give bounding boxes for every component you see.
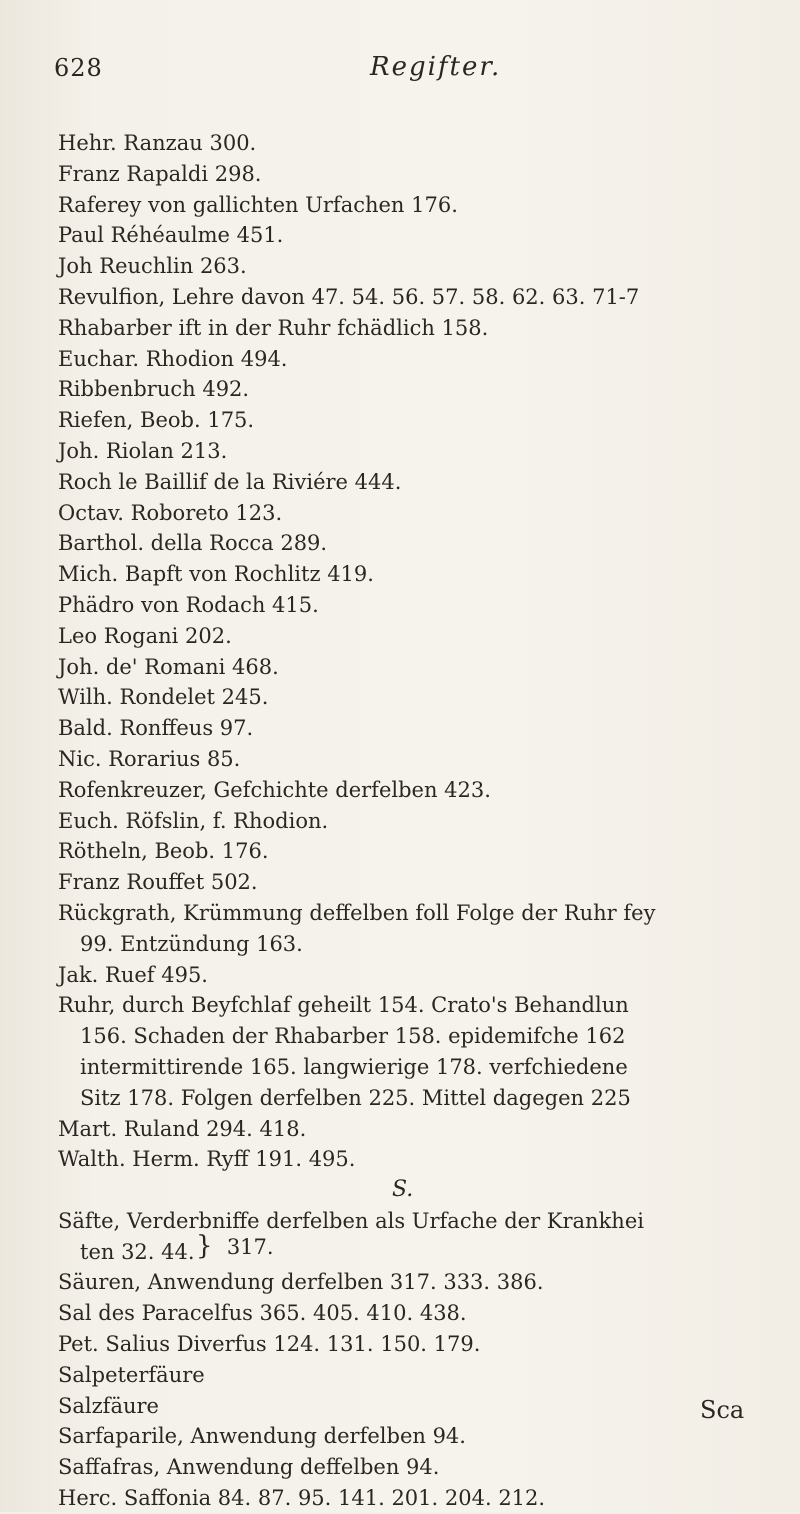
- register-entry: Paul Réhéaulme 451.: [58, 223, 284, 248]
- register-entry: Säfte, Verderbniffe derfelben als Urfache der Krankhei: [58, 1208, 644, 1233]
- brace-reference: 317.: [226, 1235, 274, 1259]
- register-entry: Riefen, Beob. 175.: [58, 408, 255, 433]
- register-entry: Rückgrath, Krümmung deffelben foll Folge der Ruhr fey: [58, 900, 656, 925]
- register-entry-continuation: ten 32. 44.: [80, 1239, 195, 1264]
- register-entry: Nic. Rorarius 85.: [58, 746, 241, 771]
- section-letter: S.: [392, 1177, 414, 1203]
- register-entry: Mich. Bapft von Rochlitz 419.: [58, 562, 374, 587]
- register-entry-continuation: intermittirende 165. langwierige 178. verfchiedene: [80, 1054, 628, 1079]
- register-entry: Ribbenbruch 492.: [58, 377, 250, 402]
- register-entry: Barthol. della Rocca 289.: [58, 531, 328, 556]
- register-entry: Joh. de' Romani 468.: [58, 654, 279, 679]
- register-entries: [58, 128, 798, 1514]
- register-entry: Raferey von gallichten Urfachen 176.: [58, 192, 458, 217]
- register-entry: Franz Rapaldi 298.: [58, 161, 262, 186]
- register-entry: Rötheln, Beob. 176.: [58, 839, 269, 864]
- register-entry: Euchar. Rhodion 494.: [58, 346, 288, 371]
- register-entry: Rofenkreuzer, Gefchichte derfelben 423.: [58, 777, 491, 802]
- register-entry: Saffafras, Anwendung deffelben 94.: [58, 1455, 440, 1480]
- register-entry: Octav. Roboreto 123.: [58, 500, 283, 525]
- register-entry: Franz Rouffet 502.: [58, 870, 258, 895]
- register-entry: Pet. Salius Diverfus 124. 131. 150. 179.: [58, 1332, 481, 1357]
- register-entry: Sarfaparile, Anwendung derfelben 94.: [58, 1424, 466, 1449]
- register-entry: Herc. Saffonia 84. 87. 95. 141. 201. 204. 212.: [58, 1486, 546, 1511]
- register-entry-continuation: Sitz 178. Folgen derfelben 225. Mittel dagegen 225: [80, 1085, 631, 1110]
- register-entry: Hehr. Ranzau 300.: [58, 131, 257, 155]
- register-entry: Phädro von Rodach 415.: [58, 592, 319, 617]
- register-entry: Rhabarber ift in der Ruhr fchädlich 158.: [58, 315, 489, 340]
- register-entry: Walth. Herm. Ryff 191. 495.: [58, 1147, 356, 1172]
- register-entry-continuation: 99. Entzündung 163.: [80, 931, 303, 956]
- page-header: [54, 52, 800, 92]
- running-title: Regifter.: [370, 52, 502, 82]
- register-entry: Jak. Ruef 495.: [58, 962, 208, 987]
- register-entry: Säuren, Anwendung derfelben 317. 333. 386.: [58, 1270, 544, 1295]
- register-entry-continuation: 156. Schaden der Rhabarber 158. epidemifche 162: [80, 1024, 626, 1049]
- page-number: 628: [54, 54, 103, 82]
- register-entry: Joh. Riolan 213.: [58, 438, 228, 463]
- register-entry: Leo Rogani 202.: [58, 623, 232, 648]
- register-entry: Ruhr, durch Beyfchlaf geheilt 154. Crato's Behandlun: [58, 993, 629, 1018]
- register-entry: Roch le Baillif de la Riviére 444.: [58, 469, 402, 494]
- register-entry: Wilh. Rondelet 245.: [58, 685, 269, 710]
- register-entry: Euch. Röfslin, f. Rhodion.: [58, 808, 329, 833]
- register-entry: Mart. Ruland 294. 418.: [58, 1116, 307, 1141]
- register-entry: Sal des Paracelfus 365. 405. 410. 438.: [58, 1301, 467, 1326]
- register-entry: Joh Reuchlin 263.: [58, 254, 247, 279]
- catchword: Sca: [700, 1396, 745, 1424]
- register-entry: Salzfäure: [58, 1393, 159, 1418]
- register-entry: Bald. Ronffeus 97.: [58, 716, 254, 741]
- brace-icon: }: [196, 1231, 213, 1261]
- register-entry: Revulfion, Lehre davon 47. 54. 56. 57. 58. 62. 63. 71-7: [58, 284, 640, 309]
- register-entry: Salpeterfäure: [58, 1362, 205, 1387]
- brace-group: [196, 1232, 274, 1261]
